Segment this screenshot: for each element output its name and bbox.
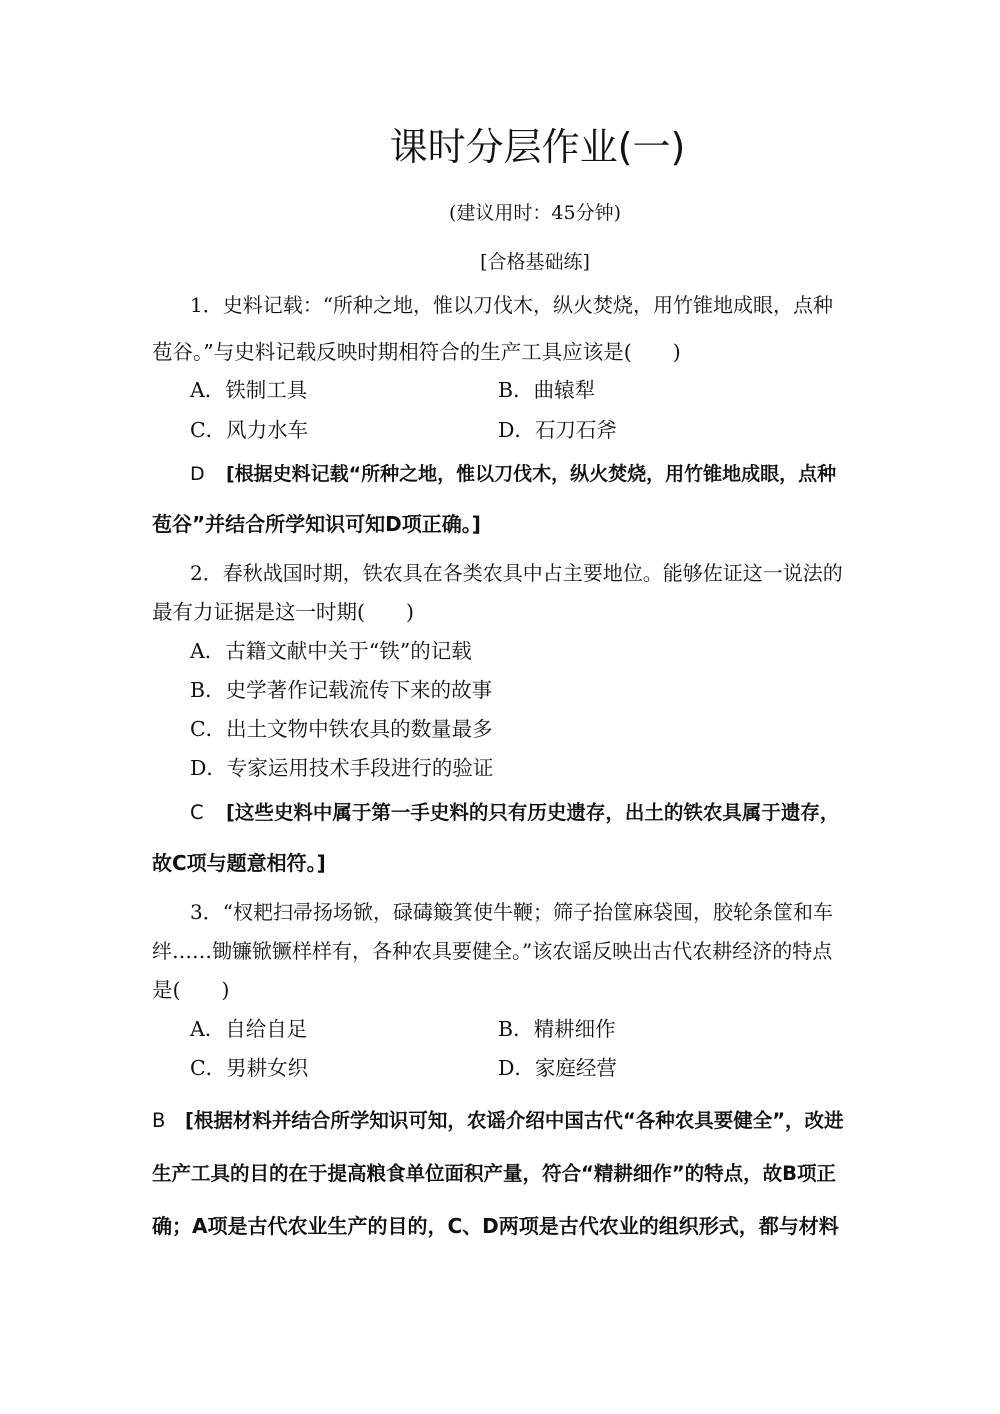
q1-option-d: D．石刀石斧 (498, 418, 617, 442)
q2-option-c: C．出土文物中铁农具的数量最多 (190, 717, 493, 741)
question-3-line-3: 是( ) (152, 978, 230, 1002)
q3-option-b: B．精耕细作 (498, 1017, 616, 1041)
question-2-line-2: 最有力证据是这一时期( ) (152, 600, 414, 624)
q1-answer-letter: D (190, 463, 205, 485)
q1-option-b: B．曲辕犁 (498, 378, 596, 402)
q2-option-a: A．古籍文献中关于“铁”的记载 (190, 639, 472, 663)
page-title: 课时分层作业(一) (389, 125, 686, 169)
q3-answer-line-3: 确；A项是古代农业生产的目的，C、D两项是古代农业的组织形式，都与材料 (152, 1214, 839, 1238)
q2-option-d: D．专家运用技术手段进行的验证 (190, 756, 494, 780)
question-2-line-1: 2．春秋战国时期，铁农具在各类农具中占主要地位。能够佐证这一说法的 (190, 561, 843, 585)
q3-option-c: C．男耕女织 (190, 1056, 309, 1080)
time-note: (建议用时：45分钟) (448, 202, 621, 224)
q1-answer-explanation: [根据史料记载“所种之地，惟以刀伐木，纵火焚烧，用竹锥地成眼，点种 (226, 463, 837, 485)
section-heading: [合格基础练] (480, 251, 590, 273)
q1-answer-line-2: 苞谷”并结合所学知识可知D项正确。] (152, 512, 481, 536)
q3-answer-line-2: 生产工具的目的在于提高粮食单位面积产量，符合“精耕细作”的特点，故B项正 (152, 1162, 836, 1185)
question-3-line-2: 绊……锄镰锨镢样样有，各种农具要健全。”该农谣反映出古代农耕经济的特点 (152, 939, 833, 963)
q2-option-b: B．史学著作记载流传下来的故事 (190, 678, 493, 702)
q1-option-a: A．铁制工具 (190, 378, 308, 402)
q3-option-d: D．家庭经营 (498, 1056, 617, 1080)
question-3-line-1: 3．“杈耙扫帚扬场锨，碌碡簸箕使牛鞭；筛子抬筐麻袋囤，胶轮条筐和车 (190, 900, 833, 924)
q3-answer-line-1 (152, 1107, 844, 1135)
q1-answer-line-1 (190, 460, 836, 488)
q2-answer-letter: C (190, 801, 204, 824)
q2-answer-explanation: [这些史料中属于第一手史料的只有历史遗存，出土的铁农具属于遗存， (226, 801, 840, 824)
q3-option-a: A．自给自足 (190, 1017, 308, 1041)
question-1-line-1: 1．史料记载：“所种之地，惟以刀伐木，纵火焚烧，用竹锥地成眼，点种 (190, 293, 833, 317)
q3-answer-letter: B (152, 1109, 166, 1132)
question-1-line-2: 苞谷。”与史料记载反映时期相符合的生产工具应该是( ) (152, 340, 681, 364)
q3-answer-explanation: [根据材料并结合所学知识可知，农谣介绍中国古代“各种农具要健全”，改进 (185, 1109, 844, 1132)
q2-answer-line-2: 故C项与题意相符。] (152, 851, 326, 875)
q1-option-c: C．风力水车 (190, 418, 309, 442)
q2-answer-line-1 (190, 799, 839, 827)
